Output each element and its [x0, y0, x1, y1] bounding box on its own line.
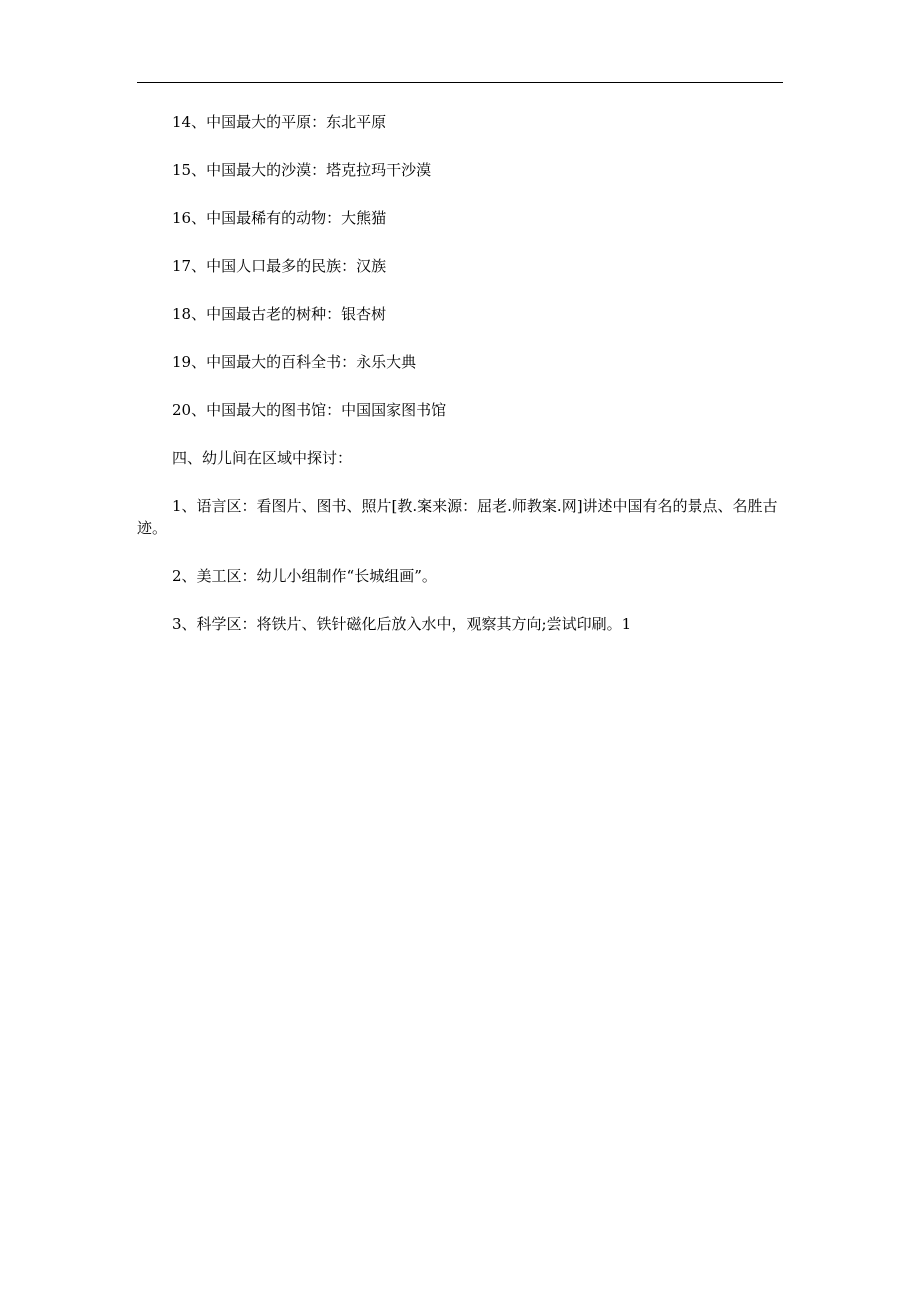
list-item-15: 15、中国最大的沙漠：塔克拉玛干沙漠 [172, 161, 432, 179]
section-heading-4: 四、幼儿间在区域中探讨： [172, 449, 353, 467]
list-item-18: 18、中国最古老的树种：银杏树 [172, 305, 387, 323]
area-item-language: 1、语言区：看图片、图书、照片[教.案来源：屈老.师教案.网]讲述中国有名的景点、名胜古迹。 [137, 497, 778, 537]
list-item-17: 17、中国人口最多的民族：汉族 [172, 257, 387, 275]
list-item-20: 20、中国最大的图书馆：中国国家图书馆 [172, 401, 447, 419]
area-item-science: 3、科学区：将铁片、铁针磁化后放入水中，观察其方向;尝试印刷。1 [172, 615, 632, 633]
list-item-16: 16、中国最稀有的动物：大熊猫 [172, 209, 387, 227]
area-item-art: 2、美工区：幼儿小组制作“长城组画”。 [172, 567, 437, 585]
document-body [137, 111, 785, 661]
list-item-19: 19、中国最大的百科全书：永乐大典 [172, 353, 417, 371]
list-item-14: 14、中国最大的平原：东北平原 [172, 113, 387, 131]
header-rule [137, 82, 783, 83]
